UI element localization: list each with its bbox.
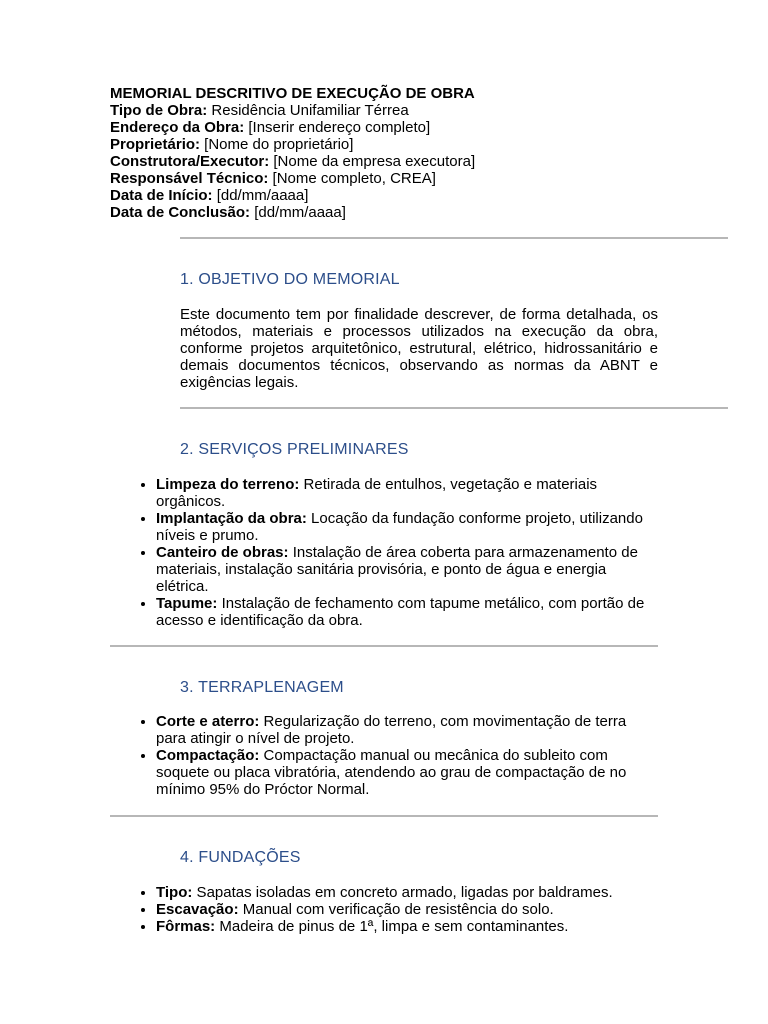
list-terraplenagem	[110, 713, 658, 798]
field-label: Construtora/Executor:	[110, 153, 270, 170]
field-label: Tipo de Obra:	[110, 102, 208, 119]
section-title-servicos-preliminares: 2. SERVIÇOS PRELIMINARES	[180, 441, 409, 458]
item-text: Retirada de entulhos, vegetação e materiais orgânicos.	[156, 476, 598, 510]
item-text: Compactação manual ou mecânica do subleito com soquete ou placa vibratória, atendendo ao grau de compactação de no mínimo 95% do Próctor Normal.	[156, 747, 627, 798]
item-label: Corte e aterro:	[156, 713, 260, 730]
list-item	[156, 476, 658, 510]
section-title-terraplenagem: 3. TERRAPLENAGEM	[180, 679, 344, 696]
list-item	[156, 901, 658, 918]
item-text: Manual com verificação de resistência do solo.	[238, 901, 554, 918]
document-header	[110, 85, 670, 221]
list-item	[156, 510, 658, 544]
item-text: Instalação de área coberta para armazenamento de materiais, instalação sanitária provisória, e ponto de água e energia elétrica.	[156, 544, 638, 595]
item-label: Escavação:	[156, 901, 239, 918]
field-label: Data de Conclusão:	[110, 204, 251, 221]
item-label: Implantação da obra:	[156, 510, 307, 527]
field-label: Responsável Técnico:	[110, 170, 269, 187]
list-item	[156, 713, 658, 747]
list-item	[156, 918, 658, 935]
field-endereco	[110, 119, 670, 136]
field-value: [Nome do proprietário]	[200, 136, 354, 153]
list-item	[156, 884, 658, 901]
item-text: Sapatas isoladas em concreto armado, ligadas por baldrames.	[192, 884, 613, 901]
field-responsavel	[110, 170, 670, 187]
item-label: Tipo:	[156, 884, 193, 901]
field-construtora	[110, 153, 670, 170]
field-tipo-de-obra	[110, 102, 670, 119]
section-divider	[110, 645, 658, 647]
section-divider	[180, 407, 728, 409]
section-title-objetivo: 1. OBJETIVO DO MEMORIAL	[180, 271, 400, 288]
list-item	[156, 595, 658, 629]
list-servicos-preliminares	[110, 476, 658, 629]
field-data-inicio	[110, 187, 670, 204]
item-label: Tapume:	[156, 595, 218, 612]
field-value: [dd/mm/aaaa]	[212, 187, 309, 204]
list-fundacoes	[110, 884, 658, 935]
field-value: [Inserir endereço completo]	[244, 119, 431, 136]
list-item	[156, 747, 658, 798]
item-label: Canteiro de obras:	[156, 544, 289, 561]
section-paragraph-objetivo: Este documento tem por finalidade descrever, de forma detalhada, os métodos, materiais e processos utilizados na execução da obra, conforme projetos arquitetônico, estrutural, elétrico, hidrossanitário e demais documentos técnicos, observando as normas da ABNT e exigências legais.	[180, 306, 658, 391]
item-label: Fôrmas:	[156, 918, 216, 935]
item-text: Madeira de pinus de 1ª, limpa e sem contaminantes.	[215, 918, 569, 935]
field-proprietario	[110, 136, 670, 153]
item-label: Compactação:	[156, 747, 260, 764]
field-value: [Nome completo, CREA]	[268, 170, 436, 187]
item-text: Instalação de fechamento com tapume metálico, com portão de acesso e identificação da obra.	[156, 595, 645, 629]
field-value: [Nome da empresa executora]	[269, 153, 476, 170]
section-title-fundacoes: 4. FUNDAÇÕES	[180, 849, 301, 866]
field-value: [dd/mm/aaaa]	[250, 204, 346, 221]
item-label: Limpeza do terreno:	[156, 476, 300, 493]
item-text: Locação da fundação conforme projeto, utilizando níveis e prumo.	[156, 510, 643, 544]
list-item	[156, 544, 658, 595]
field-label: Data de Início:	[110, 187, 213, 204]
field-label: Proprietário:	[110, 136, 201, 153]
document-title: MEMORIAL DESCRITIVO DE EXECUÇÃO DE OBRA	[110, 85, 475, 102]
item-text: Regularização do terreno, com movimentação de terra para atingir o nível de projeto.	[156, 713, 627, 747]
field-data-conclusao	[110, 204, 670, 221]
section-divider	[180, 237, 728, 239]
field-label: Endereço da Obra:	[110, 119, 245, 136]
section-divider	[110, 815, 658, 817]
field-value: Residência Unifamiliar Térrea	[207, 102, 409, 119]
